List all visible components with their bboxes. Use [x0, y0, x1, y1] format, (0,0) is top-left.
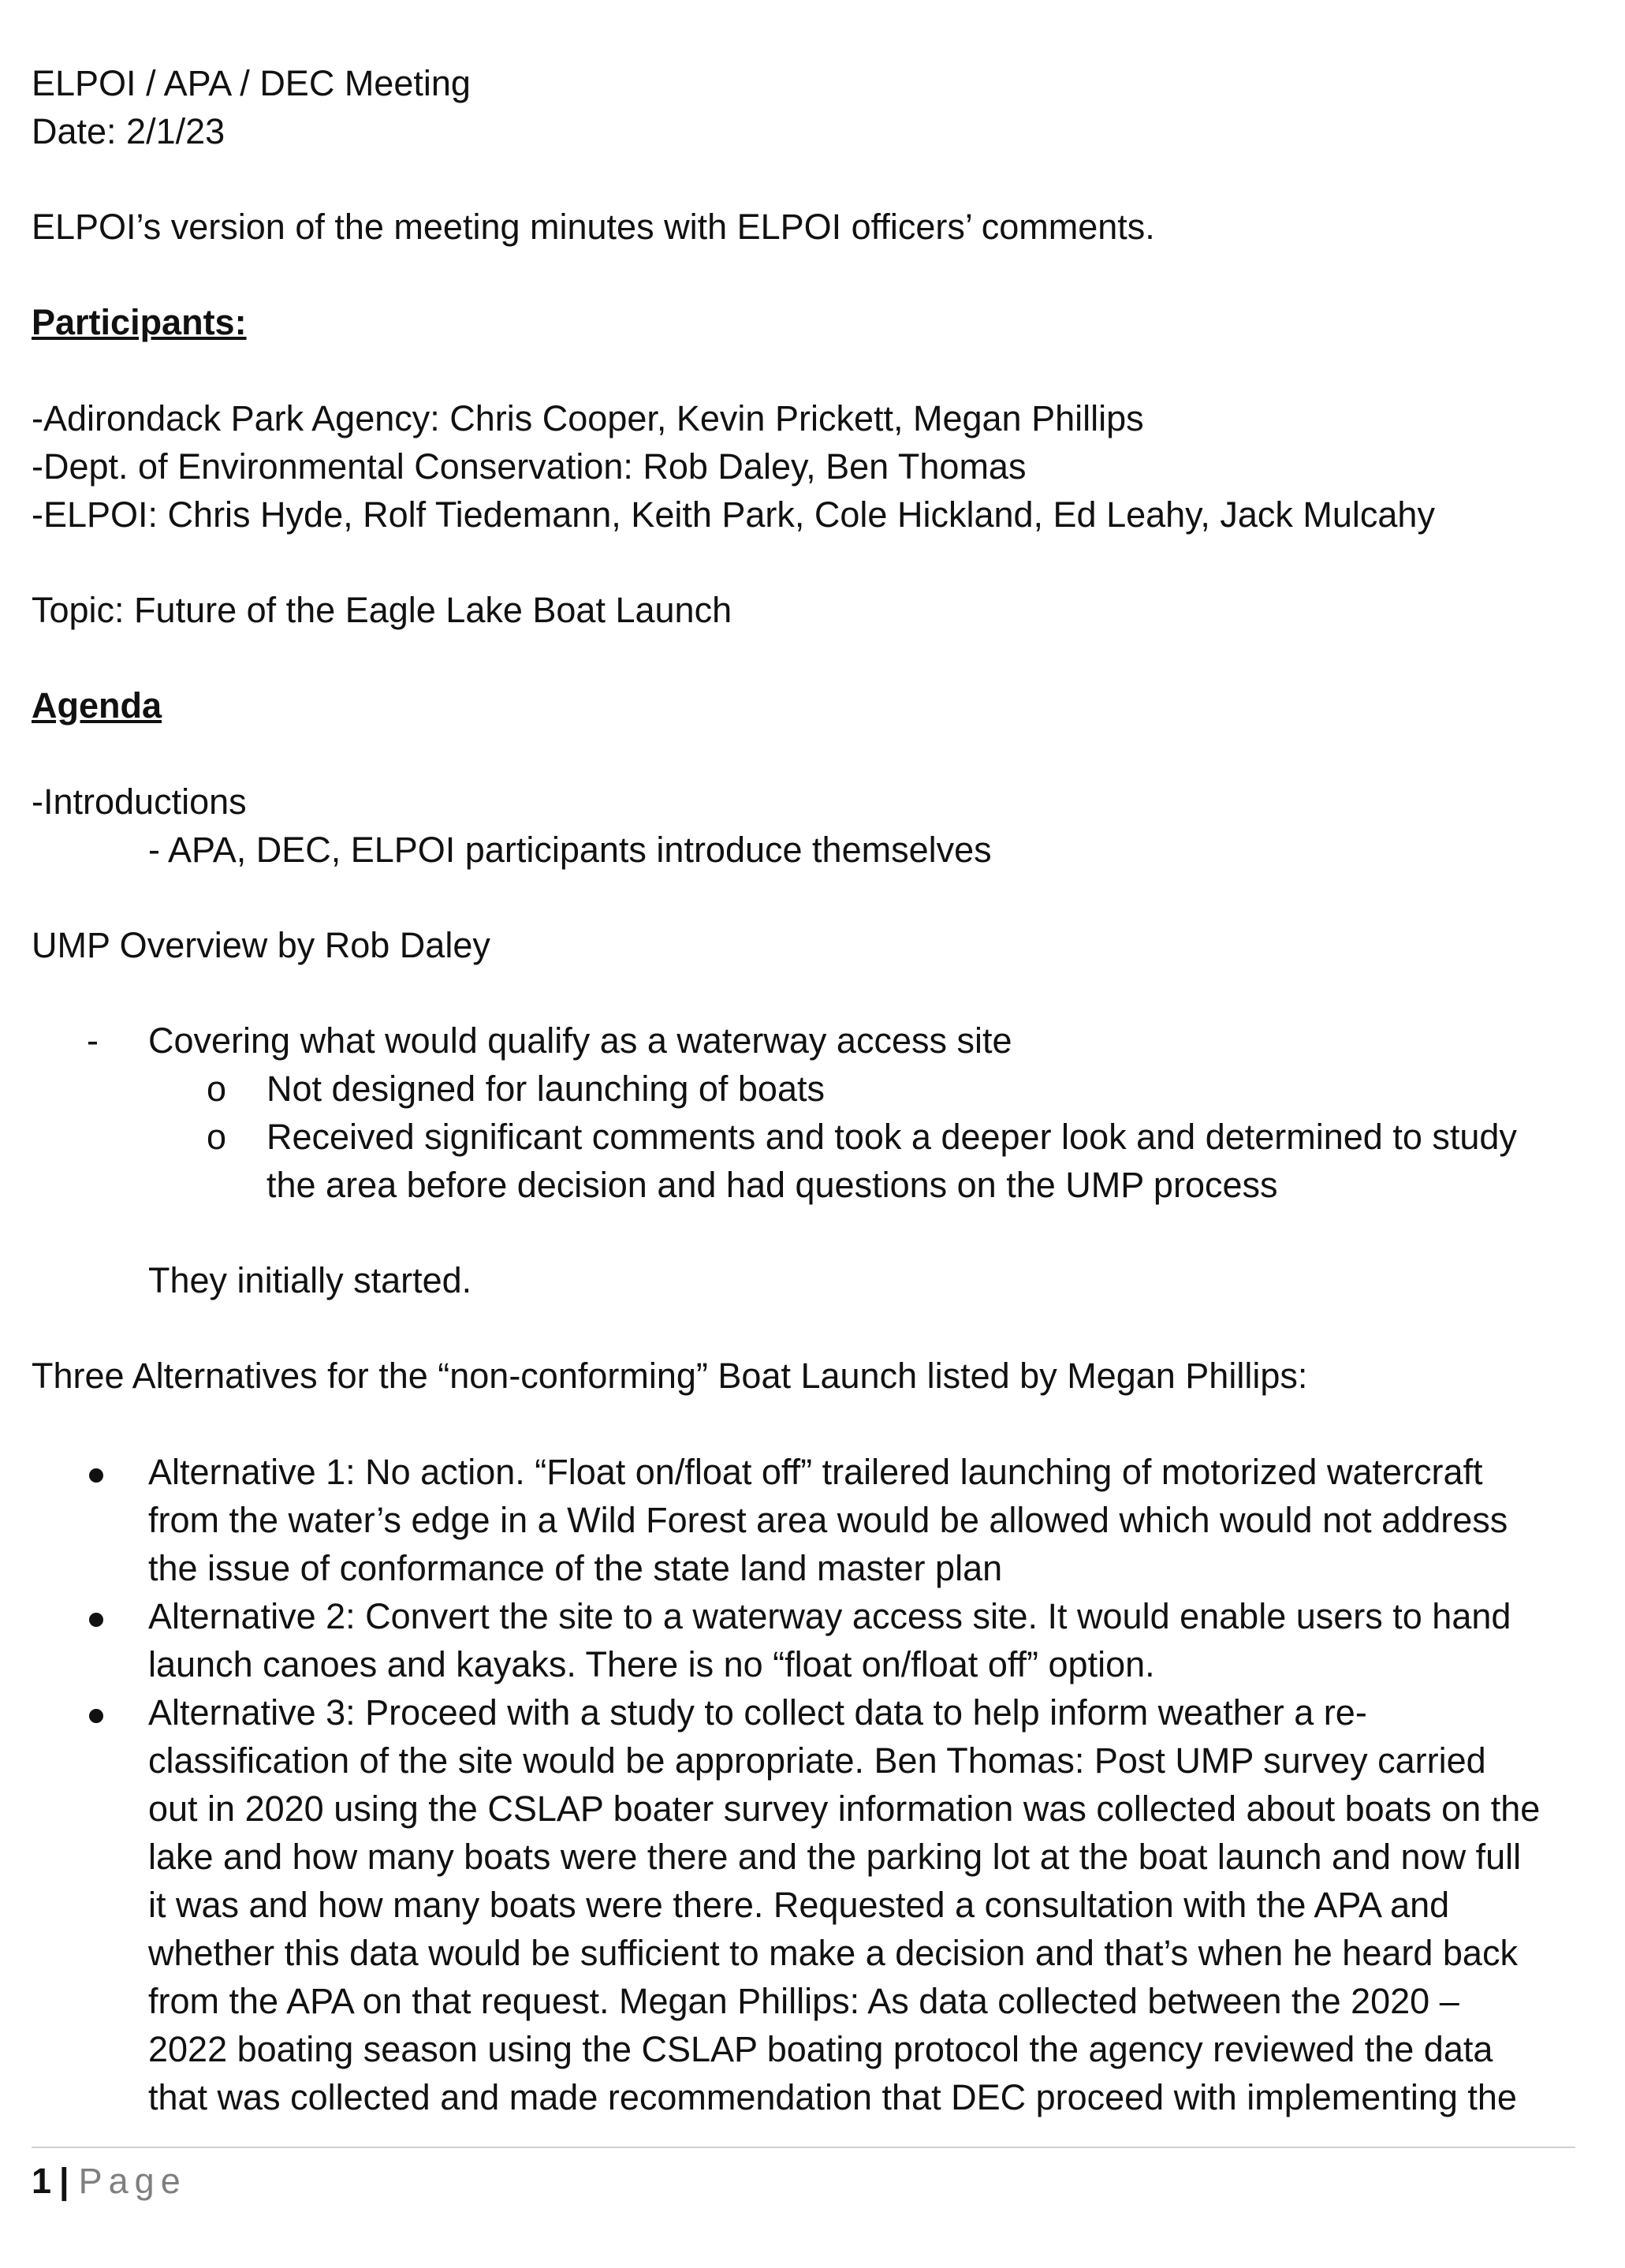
topic-line: Topic: Future of the Eagle Lake Boat Launch	[32, 590, 732, 630]
ump-heading: UMP Overview by Rob Daley	[32, 925, 490, 965]
page-label: Page	[78, 2161, 187, 2201]
participants-heading: Participants:	[32, 302, 247, 342]
sub-list-marker: o	[207, 1117, 227, 1157]
alternative-3-line: Alternative 3: Proceed with a study to collect data to help inform weather a re-	[148, 1692, 1367, 1733]
participant-line-apa: -Adirondack Park Agency: Chris Cooper, Kevin Prickett, Megan Phillips	[32, 398, 1144, 438]
footer-separator: |	[59, 2161, 69, 2201]
page-footer	[32, 2157, 187, 2205]
bullet-icon	[89, 1468, 103, 1483]
dash-list-marker: -	[87, 1020, 99, 1061]
alternative-3-line: classification of the site would be appropriate. Ben Thomas: Post UMP survey carried	[148, 1740, 1486, 1781]
page-number: 1	[32, 2161, 52, 2201]
meeting-date: Date: 2/1/23	[32, 111, 225, 151]
alternative-2-line: launch canoes and kayaks. There is no “float on/float off” option.	[148, 1644, 1155, 1684]
ump-subitem-2-line: the area before decision and had questions on the UMP process	[266, 1165, 1278, 1205]
alternative-3-line: lake and how many boats were there and the parking lot at the boat launch and now full	[148, 1837, 1522, 1877]
alternatives-heading: Three Alternatives for the “non-conforming” Boat Launch listed by Megan Phillips:	[32, 1356, 1308, 1396]
ump-note: They initially started.	[148, 1260, 472, 1300]
alternative-3-line: from the APA on that request. Megan Phillips: As data collected between the 2020 –	[148, 1981, 1459, 2021]
agenda-introductions: -Introductions	[32, 781, 247, 822]
alternative-3-line: it was and how many boats were there. Requested a consultation with the APA and	[148, 1885, 1450, 1925]
footer-divider	[32, 2147, 1575, 2148]
alternative-3-line: out in 2020 using the CSLAP boater survey information was collected about boats on the	[148, 1789, 1541, 1829]
alternative-1-line: the issue of conformance of the state land master plan	[148, 1548, 1003, 1588]
ump-subitem-2-line: Received significant comments and took a deeper look and determined to study	[266, 1117, 1517, 1157]
alternative-2-line: Alternative 2: Convert the site to a waterway access site. It would enable users to hand	[148, 1596, 1511, 1636]
alternative-1-line: from the water’s edge in a Wild Forest area would be allowed which would not address	[148, 1500, 1508, 1540]
bullet-icon	[89, 1709, 103, 1723]
agenda-introductions-detail: - APA, DEC, ELPOI participants introduce themselves	[148, 830, 992, 870]
ump-item: Covering what would qualify as a waterway access site	[148, 1020, 1012, 1061]
intro-paragraph: ELPOI’s version of the meeting minutes with ELPOI officers’ comments.	[32, 207, 1155, 247]
sub-list-marker: o	[207, 1069, 227, 1109]
bullet-icon	[89, 1613, 103, 1627]
alternative-1-line: Alternative 1: No action. “Float on/float off” trailered launching of motorized watercraft	[148, 1452, 1483, 1492]
alternative-3-line: 2022 boating season using the CSLAP boating protocol the agency reviewed the data	[148, 2029, 1493, 2069]
ump-subitem-1: Not designed for launching of boats	[266, 1069, 825, 1109]
participant-line-elpoi: -ELPOI: Chris Hyde, Rolf Tiedemann, Keith Park, Cole Hickland, Ed Leahy, Jack Mulcahy	[32, 494, 1435, 535]
meeting-title: ELPOI / APA / DEC Meeting	[32, 63, 471, 103]
alternative-3-line: that was collected and made recommendation that DEC proceed with implementing the	[148, 2077, 1517, 2117]
participant-line-dec: -Dept. of Environmental Conservation: Rob Daley, Ben Thomas	[32, 446, 1027, 487]
agenda-heading: Agenda	[32, 685, 162, 726]
alternative-3-line: whether this data would be sufficient to make a decision and that’s when he heard back	[148, 1933, 1518, 1973]
